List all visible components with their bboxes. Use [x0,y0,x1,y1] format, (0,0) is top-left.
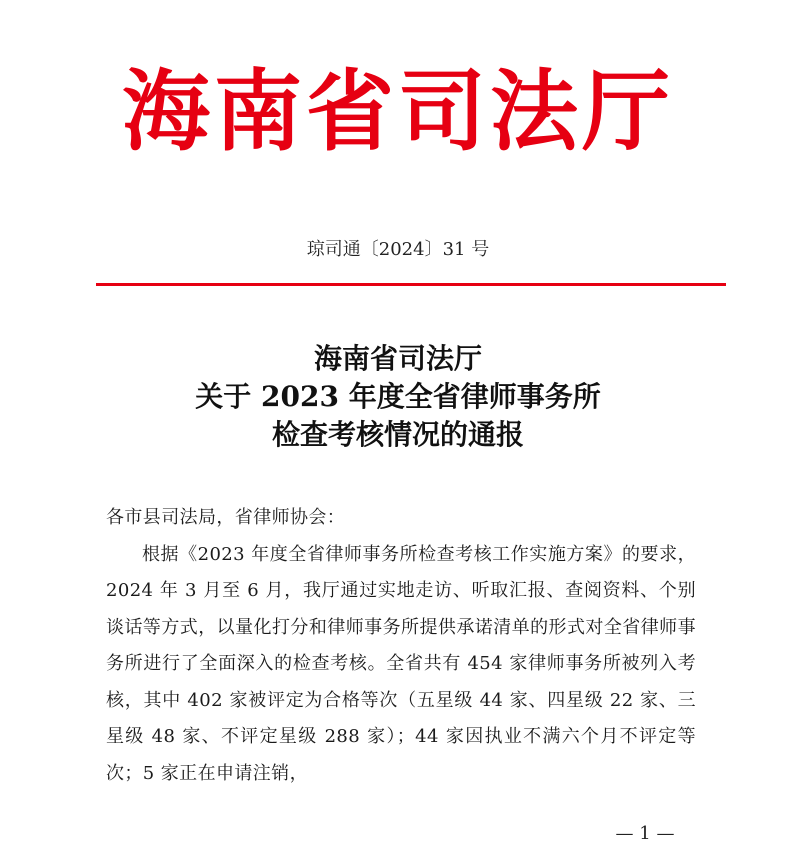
page-number: — 1 — [615,823,675,844]
document-number: 琼司通〔2024〕31 号 [306,239,490,260]
issuing-authority-header: 海南省司法厅 [121,60,674,163]
salutation: 各市县司法局，省律师协会： [106,507,346,528]
document-title [0,340,796,454]
body-paragraph: 根据《2023 年度全省律师事务所检查考核工作实施方案》的要求，2024 年 3 月至 6 月，我厅通过实地走访、听取汇报、查阅资料、个别谈话等方式，以量化打分和律师事务所提供承诺清单的形式对全省律师事务所进行了全面深入的检查考核。全省共有 454 家律师事务所被列入考核，其中 402 家被评定为合格等次（五星级 44 家、四星级 22 家、三星级 48 家、不评定星级 288 家）；44 家因执业不满六个月不评定等次；5 家正在申请注销， [106,543,696,784]
title-line-3: 检查考核情况的通报 [271,418,524,451]
title-line-2: 关于 2023 年度全省律师事务所 [195,380,601,413]
red-divider-line [96,283,726,286]
title-line-1: 海南省司法厅 [313,342,482,375]
document-body [106,500,696,792]
